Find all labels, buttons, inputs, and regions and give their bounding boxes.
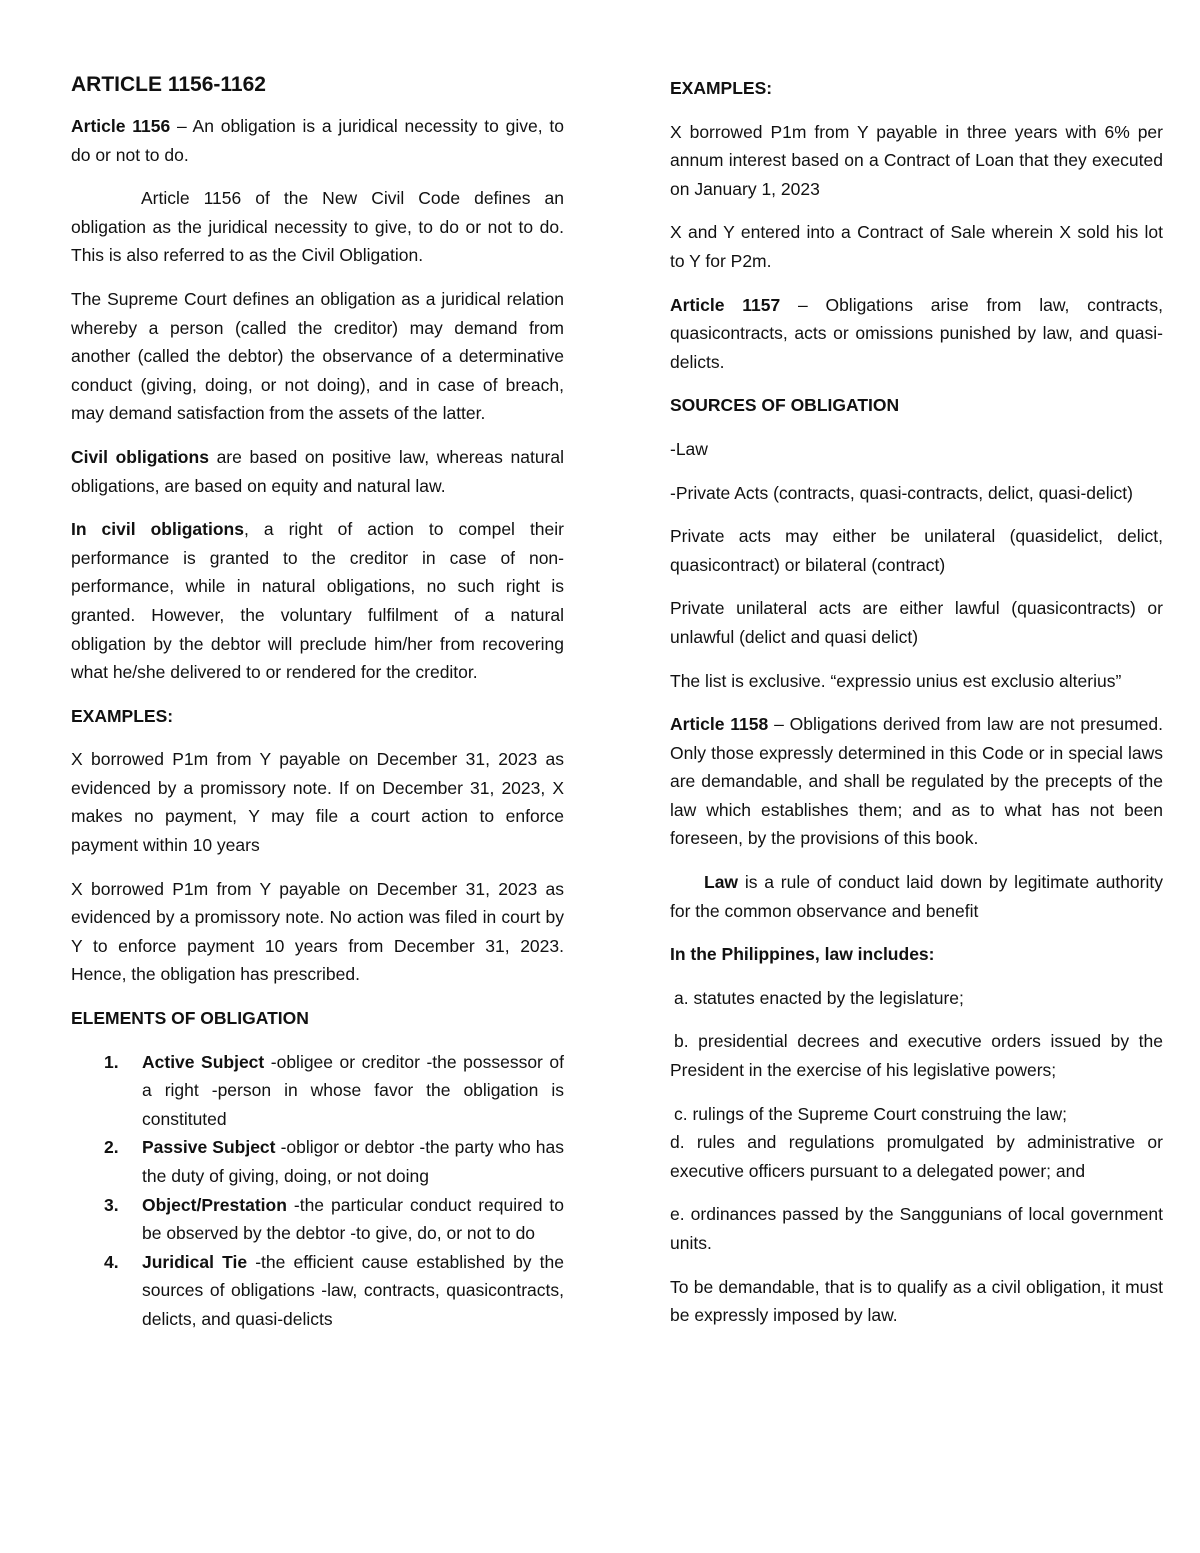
philippines-law-heading: In the Philippines, law includes: (670, 944, 935, 965)
closing-paragraph: To be demandable, that is to qualify as a civil obligation, it must be expressly imposed by law. (670, 1276, 1163, 1326)
list-item (71, 1191, 564, 1248)
in-civil-obligations-label: In civil obligations (71, 519, 244, 540)
sources-heading: SOURCES OF OBLIGATION (670, 395, 900, 416)
list-number: 1. (104, 1051, 119, 1072)
law-definition-paragraph (670, 868, 1163, 925)
source-private-acts: -Private Acts (contracts, quasi-contracts, delict, quasi-delict) (670, 482, 1133, 503)
civil-natural-comparison-paragraph (71, 515, 564, 687)
article-1158-label: Article 1158 (670, 714, 769, 735)
civil-obligations-text: are based on positive law, whereas natural obligations, are based on equity and natural law. (71, 446, 564, 496)
list-item (71, 1248, 564, 1334)
element-label: Active Subject (142, 1051, 265, 1072)
article-1156-text: – An obligation is a juridical necessity to give, to do or not to do. (71, 116, 564, 165)
examples-heading-left: EXAMPLES: (71, 705, 174, 726)
civil-obligations-paragraph (71, 443, 564, 500)
list-item (71, 1133, 564, 1190)
element-label: Juridical Tie (142, 1251, 248, 1272)
article-1157-paragraph (670, 291, 1163, 377)
element-text: -obligee or creditor -the possessor of a right -person in whose favor the obligation is constituted (142, 1051, 564, 1129)
law-label: Law (704, 872, 739, 893)
civil-obligations-label: Civil obligations (71, 446, 209, 467)
element-text: -the particular conduct required to be observed by the debtor -to give, do, or not to do (142, 1194, 564, 1244)
right-column (670, 70, 1163, 1345)
unilateral-acts-paragraph: Private unilateral acts are either lawful (quasicontracts) or unlawful (delict and quasi delict) (670, 598, 1163, 647)
law-item-a: a. statutes enacted by the legislature; (674, 987, 964, 1008)
element-label: Passive Subject (142, 1137, 276, 1158)
law-item-d: d. rules and regulations promulgated by administrative or executive officers pursuant to a delegated power; and (670, 1132, 1163, 1181)
article-1156-label: Article 1156 (71, 116, 171, 136)
article-1157-label: Article 1157 (670, 294, 781, 315)
source-law: -Law (670, 438, 708, 459)
law-text: is a rule of conduct laid down by legitimate authority for the common observance and benefit (670, 872, 1163, 921)
left-column (71, 70, 564, 1334)
law-item-c: c. rulings of the Supreme Court construing the law; (674, 1103, 1067, 1124)
law-item-e: e. ordinances passed by the Sanggunians of local government units. (670, 1204, 1163, 1253)
example-right-1: X borrowed P1m from Y payable in three years with 6% per annum interest based on a Contract of Loan that they executed on January 1, 2023 (670, 121, 1163, 199)
definition-paragraph: Article 1156 of the New Civil Code defines an obligation as the juridical necessity to give, to do or not to do. This is also referred to as the Civil Obligation. (71, 188, 564, 266)
private-acts-paragraph: Private acts may either be unilateral (quasidelict, delict, quasicontract) or bilateral (contract) (670, 526, 1163, 575)
example-left-1: X borrowed P1m from Y payable on December 31, 2023 as evidenced by a promissory note. If on December 31, 2023, X makes no payment, Y may file a court action to enforce payment within 10 years (71, 749, 564, 856)
exclusive-list-paragraph: The list is exclusive. “expressio unius est exclusio alterius” (670, 670, 1122, 691)
article-1158-text: – Obligations derived from law are not presumed. Only those expressly determined in this Code or in special laws are demandable, and shall be regulated by the precepts of the law which establishes them; and as to what has not been foreseen, by the provisions of this book. (670, 714, 1163, 849)
comparison-text: , a right of action to compel their performance is granted to the creditor in case of non-performance, while in natural obligations, no such right is granted. However, the voluntary fulfilment of a natural obligation by the debtor will preclude him/her from recovering what he/she delivered to or rendered for the creditor. (71, 519, 564, 683)
example-left-2: X borrowed P1m from Y payable on December 31, 2023 as evidenced by a promissory note. No action was filed in court by Y to enforce payment 10 years from December 31, 2023. Hence, the obligation has prescribed. (71, 878, 564, 985)
list-number: 3. (104, 1194, 119, 1215)
list-item (71, 1048, 564, 1134)
supreme-court-paragraph: The Supreme Court defines an obligation as a juridical relation whereby a person (called the creditor) may demand from another (called the debtor) the observance of a determinative conduct (giving, doing, or not doing), and in case of breach, may demand satisfaction from the assets of the latter. (71, 288, 564, 424)
element-text: -obligor or debtor -the party who has the duty of giving, doing, or not doing (142, 1137, 564, 1186)
list-number: 4. (104, 1251, 119, 1272)
elements-heading: ELEMENTS OF OBLIGATION (71, 1008, 309, 1029)
page-title: ARTICLE 1156-1162 (71, 73, 266, 96)
article-1156-paragraph (71, 112, 564, 169)
element-label: Object/Prestation (142, 1194, 287, 1215)
law-item-b: b. presidential decrees and executive orders issued by the President in the exercise of his legislative powers; (670, 1031, 1163, 1081)
examples-heading-right: EXAMPLES: (670, 78, 773, 98)
list-number: 2. (104, 1137, 119, 1158)
article-1158-paragraph (670, 710, 1163, 853)
element-text: -the efficient cause established by the sources of obligations -law, contracts, quasicontracts, delicts, and quasi-delicts (142, 1251, 564, 1329)
article-1157-text: – Obligations arise from law, contracts, quasicontracts, acts or omissions punished by law, and quasi-delicts. (670, 294, 1164, 372)
elements-list (71, 1048, 564, 1334)
example-right-2: X and Y entered into a Contract of Sale wherein X sold his lot to Y for P2m. (670, 222, 1163, 271)
